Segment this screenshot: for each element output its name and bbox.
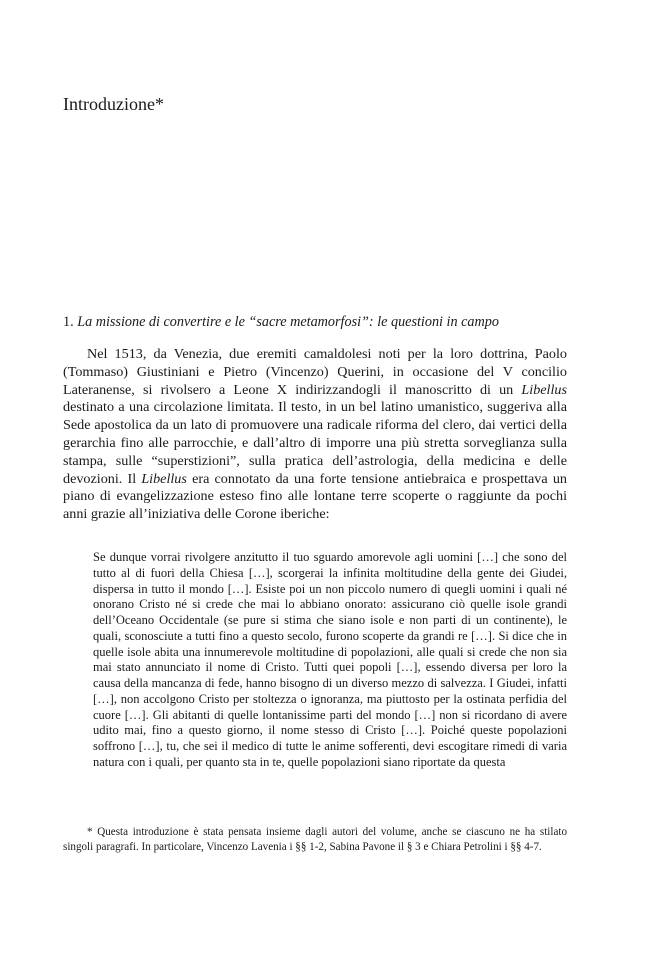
section-heading xyxy=(63,313,567,331)
book-page xyxy=(63,0,567,964)
block-quote: Se dunque vorrai rivolgere anzitutto il tuo sguardo amorevole agli uomini […] che sono del tutto al di fuori della Chiesa […], scorgerai la infinita moltitudine della gente dei Giudei, dispersa in tutto il mondo […]. Esiste poi un non piccolo numero di quegli uomini i quali né onorano Cristo né si crede che mai lo abbiano onorato: assicurano ciò quelle isole grandi dell’Oceano Occidentale (se pure si stima che siano isole e non parti di un continente), le quali, sconosciute a tutti fino a questo secolo, furono scoperte da grandi re […]. Si dice che in quelle isole abita una innumerevole moltitudine di popolazioni, alle quali si crede che non sia mai stato annunciato il nome di Cristo. Tutti quei popoli […], essendo diversa per loro la causa della mancanza di fede, hanno bisogno di un diverso mezzo di salvezza. I Giudei, infatti […], non accolgono Cristo per stoltezza o ignoranza, ma piuttosto per la ostinata perfidia del cuore […]. Gli abitanti di quelle lontanissime parti del mondo […] non si ricordano di avere udito mai, fino a questo giorno, il nome stesso di Cristo […]. Poiché queste popolazioni soffrono […], tu, che sei il medico di tutte le anime sofferenti, devi escogitare rimedi di varia natura con i quali, per quanto sta in te, quelle popolazioni siano riportate da questa xyxy=(93,550,567,769)
libellus-term: Libellus xyxy=(141,470,187,487)
body-text-part-3: era connotato da una forte tensione antiebraica e prospettava un piano di evangelizzazione esteso fino alle lontane terre scoperte o raggiunte da pochi anni grazie all’iniziativa delle Corone iberiche: xyxy=(63,470,567,523)
libellus-term: Libellus xyxy=(521,381,567,398)
chapter-title: Introduzione* xyxy=(63,94,164,114)
body-text-part-2: destinato a una circolazione limitata. Il testo, in un bel latino umanistico, suggeriva alla Sede apostolica da un lato di promuovere una radicale riforma del clero, dai vertici della gerarchia fino alle parrocchie, e dall’altro di imporre una più stretta sorveglianza sulla stampa, sulle “superstizioni”, sulla pratica dell’astrologia, della medicina e delle devozioni. Il xyxy=(63,399,567,487)
section-title: La missione di convertire e le “sacre metamorfosi”: le questioni in campo xyxy=(77,314,499,330)
section-number: 1. xyxy=(63,314,74,330)
body-text-part-1: Nel 1513, da Venezia, due eremiti camaldolesi noti per la loro dottrina, Paolo (Tommaso) Giustiniani e Pietro (Vincenzo) Querini, in occasione del V concilio Lateranense, si rivolsero a Leone X indirizzandogli il manoscritto di un xyxy=(63,346,567,398)
footnote: * Questa introduzione è stata pensata insieme dagli autori del volume, anche se ciascuno ne ha stilato singoli paragrafi. In particolare, Vincenzo Lavenia i §§ 1-2, Sabina Pavone il § 3 e Chiara Petrolini i §§ 4-7. xyxy=(63,826,567,853)
body-paragraph xyxy=(63,346,567,524)
